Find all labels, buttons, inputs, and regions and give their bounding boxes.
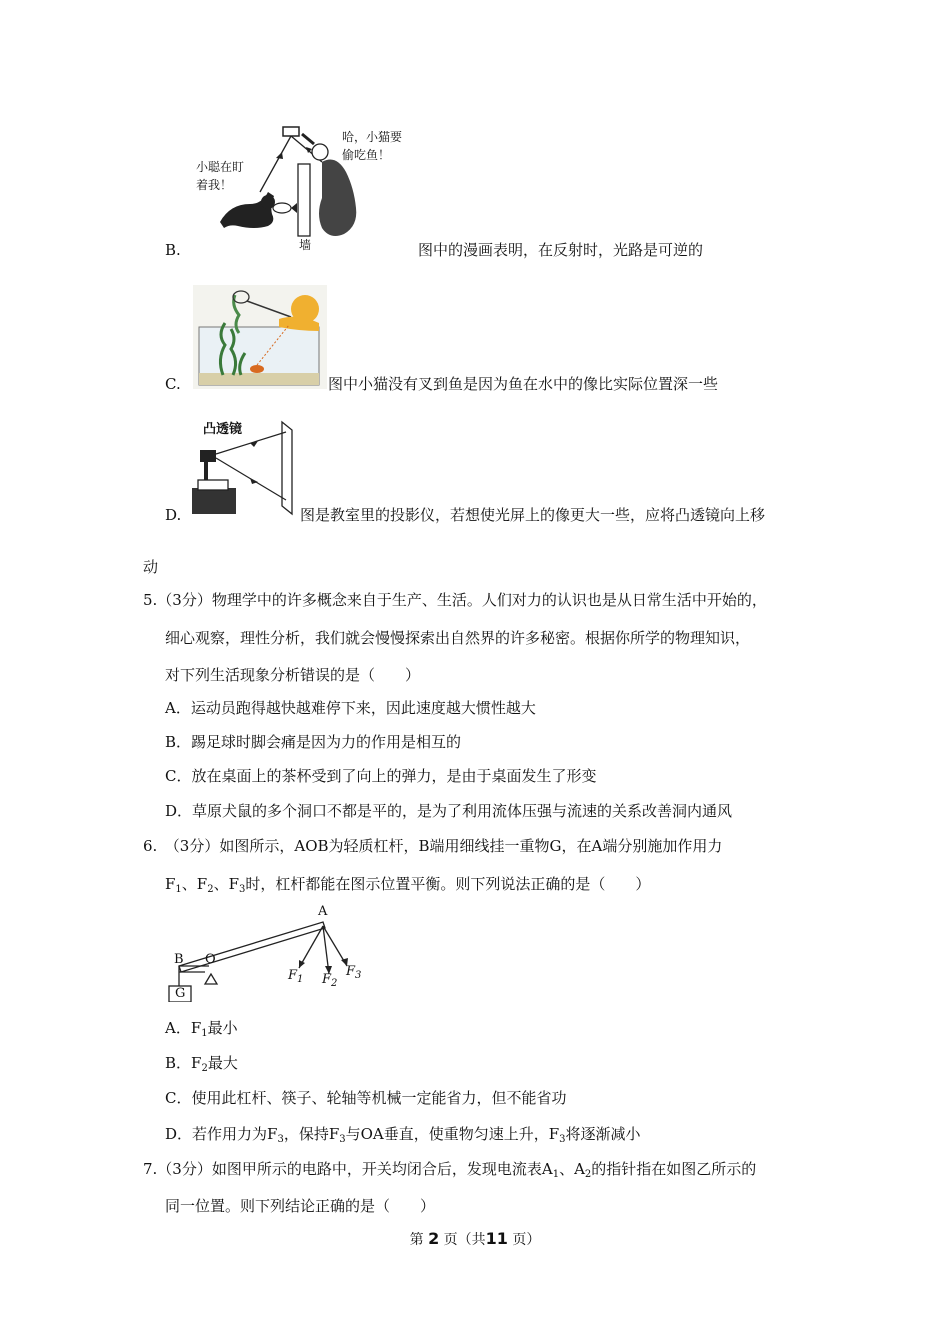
q7-stem-c: 的指针指在如图乙所示的 [591, 1160, 757, 1178]
q4-option-d-letter: D. [165, 506, 182, 524]
page-footer [0, 1229, 950, 1249]
q5-option-a: A．运动员跑得越快越难停下来，因此速度越大惯性越大 [165, 699, 536, 717]
q6-option-d-sub-b: 3 [339, 1134, 346, 1145]
lever-f3-sub: 3 [355, 970, 362, 981]
lever-label-f3 [346, 964, 361, 979]
wall-label: 墙 [299, 238, 312, 252]
lever-label-g: G [175, 986, 186, 1001]
q6-f-b: 、F [181, 875, 208, 893]
q6-option-d-sub-a: 3 [277, 1134, 284, 1145]
q6-option-b-post: 最大 [207, 1054, 238, 1072]
q4-option-d-text: 图是教室里的投影仪，若想使光屏上的像更大一些，应将凸透镜向上移 [300, 506, 766, 524]
footer-mid: 页（共 [443, 1232, 486, 1248]
bubble-left-line2: 着我！ [196, 178, 233, 192]
q6-stem-line2 [165, 874, 650, 894]
q5-stem-line3: 对下列生活现象分析错误的是（ ） [165, 666, 421, 684]
lens-label: 凸透镜 [203, 422, 243, 437]
lever-label-f1 [288, 968, 303, 983]
q6-option-a-pre: A．F [165, 1019, 202, 1037]
q6-option-c: C．使用此杠杆、筷子、轮轴等机械一定能省力，但不能省功 [165, 1089, 567, 1107]
q5-stem-line1: 5.（3分）物理学中的许多概念来自于生产、生活。人们对力的认识也是从日常生活中开始的， [143, 591, 767, 609]
q6-option-b-sub: 2 [201, 1063, 208, 1074]
q6-f-c: 、F [213, 875, 240, 893]
q6-option-d-b: ，保持F [283, 1125, 340, 1143]
q6-option-d-c: 与OA垂直，使重物匀速上升，F [345, 1125, 560, 1143]
q7-sub1: 1 [552, 1169, 560, 1180]
bubble-left [196, 158, 244, 194]
q6-option-a [165, 1018, 238, 1038]
lever-figure [165, 902, 375, 1002]
lever-f3-letter: F [346, 964, 356, 979]
q4-option-b-text: 图中的漫画表明，在反射时，光路是可逆的 [418, 241, 704, 259]
lever-f1-sub: 1 [297, 974, 304, 985]
q6-f-a: F [165, 875, 176, 893]
q7-stem-b: 、A [559, 1160, 585, 1178]
q6-option-d-sub-c: 3 [559, 1134, 566, 1145]
q7-stem-line1 [143, 1159, 756, 1179]
q4-option-c-letter: C. [165, 375, 181, 393]
fish-tank-figure [193, 285, 327, 389]
bubble-right [342, 128, 402, 164]
lever-label-f2 [322, 972, 337, 987]
q5-option-c: C．放在桌面上的茶杯受到了向上的弹力，是由于桌面发生了形变 [165, 767, 597, 785]
lever-f1-letter: F [288, 968, 298, 983]
q4-option-d-continuation: 动 [143, 558, 159, 576]
q6-option-b [165, 1053, 238, 1073]
lever-label-a: A [318, 904, 328, 919]
q4-option-b-letter: B. [165, 241, 181, 259]
q6-option-d-a: D．若作用力为F [165, 1125, 278, 1143]
q6-option-d-d: 将逐渐减小 [565, 1125, 641, 1143]
q6-f-d: 时，杠杆都能在图示位置平衡。则下列说法正确的是（ ） [245, 875, 651, 893]
lever-label-o: O [205, 952, 216, 967]
q7-stem-line2: 同一位置。则下列结论正确的是（ ） [165, 1197, 436, 1215]
q4-option-c-text: 图中小猫没有叉到鱼是因为鱼在水中的像比实际位置深一些 [328, 375, 719, 393]
footer-post: 页） [512, 1232, 541, 1248]
q6-sub1: 1 [175, 884, 182, 895]
q7-sub2: 2 [584, 1169, 592, 1180]
q5-option-d: D．草原犬鼠的多个洞口不都是平的，是为了利用流体压强与流速的关系改善洞内通风 [165, 802, 733, 820]
lever-f2-letter: F [322, 972, 332, 987]
bubble-right-line1: 哈，小猫要 [342, 130, 403, 144]
q6-sub3: 3 [239, 884, 246, 895]
q6-option-a-post: 最小 [207, 1019, 238, 1037]
q5-stem-line2: 细心观察，理性分析，我们就会慢慢探索出自然界的许多秘密。根据你所学的物理知识， [165, 629, 751, 647]
bubble-left-line1: 小聪在盯 [196, 160, 245, 174]
lever-label-b: B [174, 952, 184, 967]
lever-f2-sub: 2 [331, 978, 338, 989]
footer-page-number: 2 [428, 1229, 440, 1248]
q6-sub2: 2 [207, 884, 214, 895]
footer-total-pages: 11 [485, 1229, 508, 1248]
q6-option-a-sub: 1 [201, 1028, 208, 1039]
q6-stem-line1: 6. （3分）如图所示，AOB为轻质杠杆，B端用细线挂一重物G，在A端分别施加作用力 [143, 837, 723, 855]
q6-option-d [165, 1124, 641, 1144]
q5-option-b: B．踢足球时脚会痛是因为力的作用是相互的 [165, 733, 462, 751]
q7-stem-a: 7.（3分）如图甲所示的电路中，开关均闭合后，发现电流表A [143, 1160, 553, 1178]
bubble-right-line2: 偷吃鱼！ [342, 148, 391, 162]
footer-pre: 第 [409, 1232, 424, 1248]
q6-option-b-pre: B．F [165, 1054, 202, 1072]
